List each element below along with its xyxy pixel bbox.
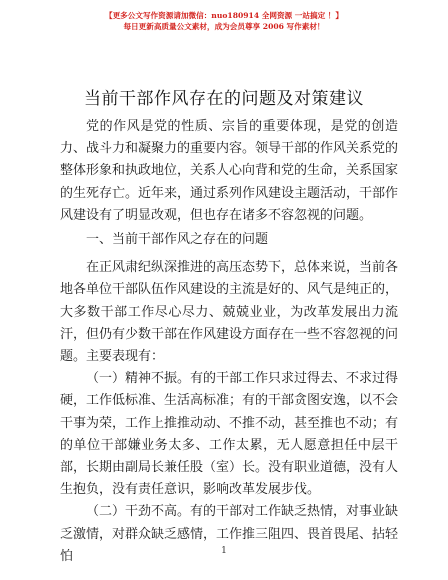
document-body [60,116,398,568]
promo-banner-line-1: 【更多公文写作资源请加微信：nuo180914 全网资源 一站搞定 ！】 [105,11,343,20]
body-paragraph: 在正风肃纪纵深推进的高压态势下，总体来说，当前各地各单位干部队伍作风建设的主流是好的、风气是纯正的，大多数干部工作尽心尽力、兢兢业业，为改革发展出力流汗，但仍有少数干部在作风建设方面存在一些不容忽视的问题。主要表现有： [60,260,399,365]
intro-paragraph: 党的作风是党的性质、宗旨的重要体现，是党的创造力、战斗力和凝聚力的重要内容。领导干部的作风关系党的整体形象和执政地位，关系人心向背和党的生命，关系国家的生死存亡。近年来，通过系列作风建设主题活动，干部作风建设有了明显改观，但也存在诸多不容忽视的问题。 [60,119,399,223]
promo-banner-line-2: 每日更新高质量公文素材，成为会员尊享 2006 写作素材！ [123,22,325,31]
section-heading: 一、当前干部作风之存在的问题 [86,232,269,248]
body-paragraph: （一）精神不振。有的干部工作只求过得去、不求过得硬，工作低标准、生活高标准；有的干部贪图安逸，以不会干事为荣，工作上推推动动、不推不动，甚至推也不动；有的单位干部嫌业务太多、工作太累，无人愿意担任中层干部，长期由副局长兼任股（室）长。没有职业道德，没有人生抱负，没有责任意识，影响改革发展步伐。 [60,371,399,498]
promo-banner [0,10,448,32]
document-title: 当前干部作风存在的问题及对策建议 [84,89,364,109]
page-number: 1 [221,546,227,556]
body-paragraph: （二）干劲不高。有的干部对工作缺乏热情，对事业缺乏激情，对群众缺乏感情，工作推三阻四、畏首畏尾、拈轻怕 [60,504,399,564]
